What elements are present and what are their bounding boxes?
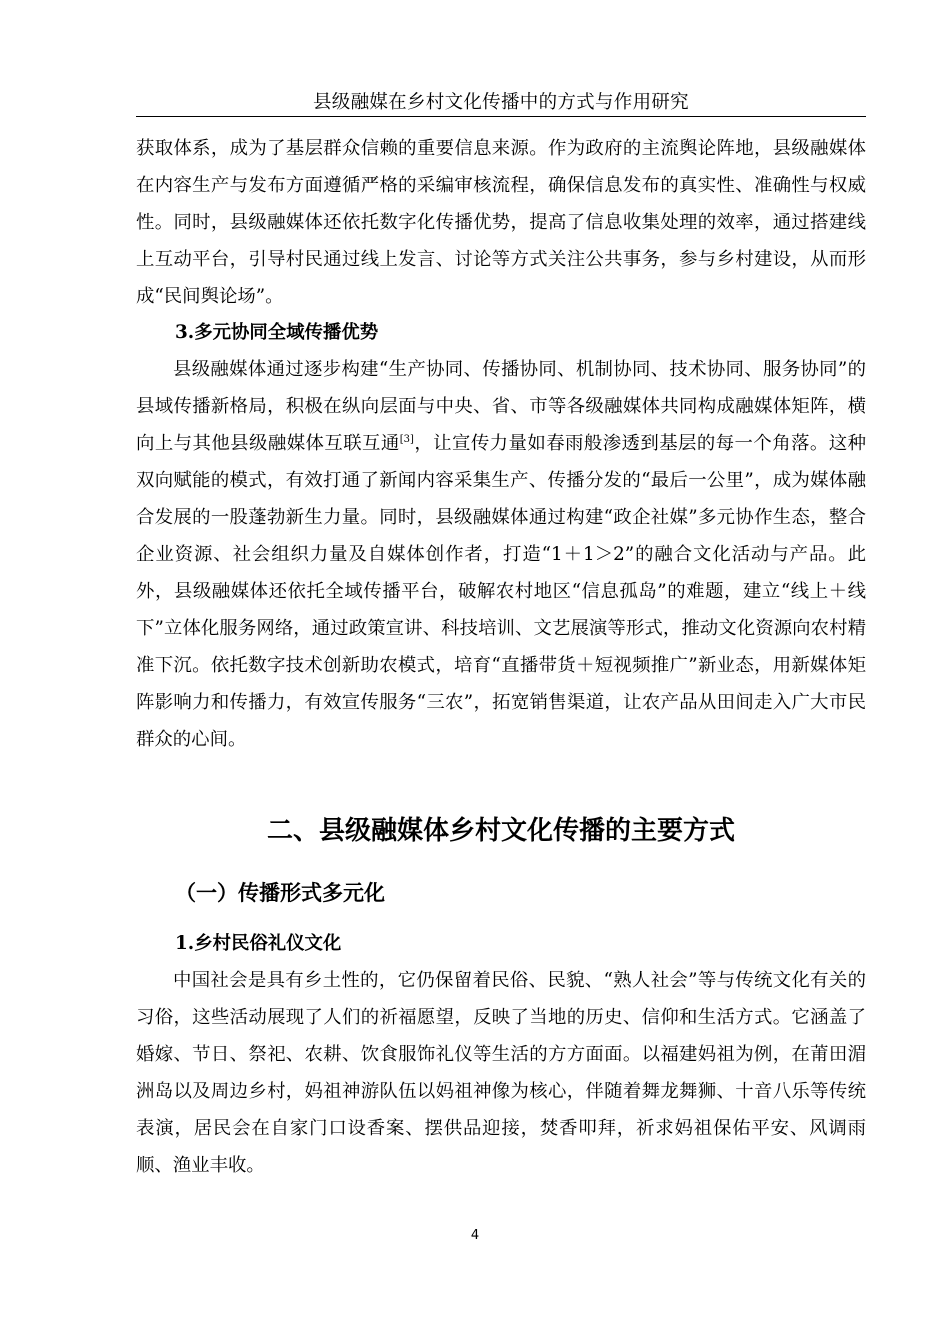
section-title: 二、县级融媒体乡村文化传播的主要方式 [266,816,735,846]
subsection-title: （一）传播形式多元化 [175,881,385,905]
paragraph-1: 获取体系，成为了基层群众信赖的重要信息来源。作为政府的主流舆论阵地，县级融媒体在内容生产与发布方面遵循严格的采编审核流程，确保信息发布的真实性、准确性与权威性。同时，县级融媒体还依托数字化传播优势，提高了信息收集处理的效率，通过搭建线上互动平台，引导村民通过线上发言、讨论等方式关注公共事务，参与乡村建设，从而形成“民间舆论场”。 [136,138,866,307]
paragraph-2 [136,351,866,758]
header-rule [136,116,866,117]
subheading-1: 1.乡村民俗礼仪文化 [175,933,342,954]
paragraph-2-part-b: ，让宣传力量如春雨般渗透到基层的每一个角落。这种双向赋能的模式，有效打通了新闻内容采集生产、传播分发的“最后一公里”，成为媒体融合发展的一股蓬勃新生力量。同时，县级融媒体通过构建“政企社媒”多元协作生态，整合企业资源、社会组织力量及自媒体创作者，打造“1＋1＞2”的融合文化活动与产品。此外，县级融媒体还依托全域传播平台，破解农村地区“信息孤岛”的难题，建立“线上＋线下”立体化服务网络，通过政策宣讲、科技培训、文艺展演等形式，推动文化资源向农村精准下沉。依托数字技术创新助农模式，培育“直播带货＋短视频推广”新业态，用新媒体矩阵影响力和传播力，有效宣传服务“三农”，拓宽销售渠道，让农产品从田间走入广大市民群众的心间。 [136,433,866,750]
paragraph-3: 中国社会是具有乡土性的，它仍保留着民俗、民貌、“熟人社会”等与传统文化有关的习俗，这些活动展现了人们的祈福愿望，反映了当地的历史、信仰和生活方式。它涵盖了婚嫁、节日、祭祀、农耕、饮食服饰礼仪等生活的方方面面。以福建妈祖为例，在莆田湄洲岛以及周边乡村，妈祖神游队伍以妈祖神像为核心，伴随着舞龙舞狮、十音八乐等传统表演，居民会在自家门口设香案、摆供品迎接，焚香叩拜，祈求妈祖保佑平安、风调雨顺、渔业丰收。 [136,970,866,1176]
running-header: 县级融媒在乡村文化传播中的方式与作用研究 [312,92,689,113]
paragraph-2-part-a: 县级融媒体通过逐步构建“生产协同、传播协同、机制协同、技术协同、服务协同”的县域传播新格局，积极在纵向层面与中央、省、市等各级融媒体共同构成融媒体矩阵，横向上与其他县级融媒体互联互通 [136,359,866,454]
citation-3: [3] [399,433,414,445]
page-number: 4 [470,1228,480,1243]
subheading-3: 3.多元协同全域传播优势 [175,322,379,343]
